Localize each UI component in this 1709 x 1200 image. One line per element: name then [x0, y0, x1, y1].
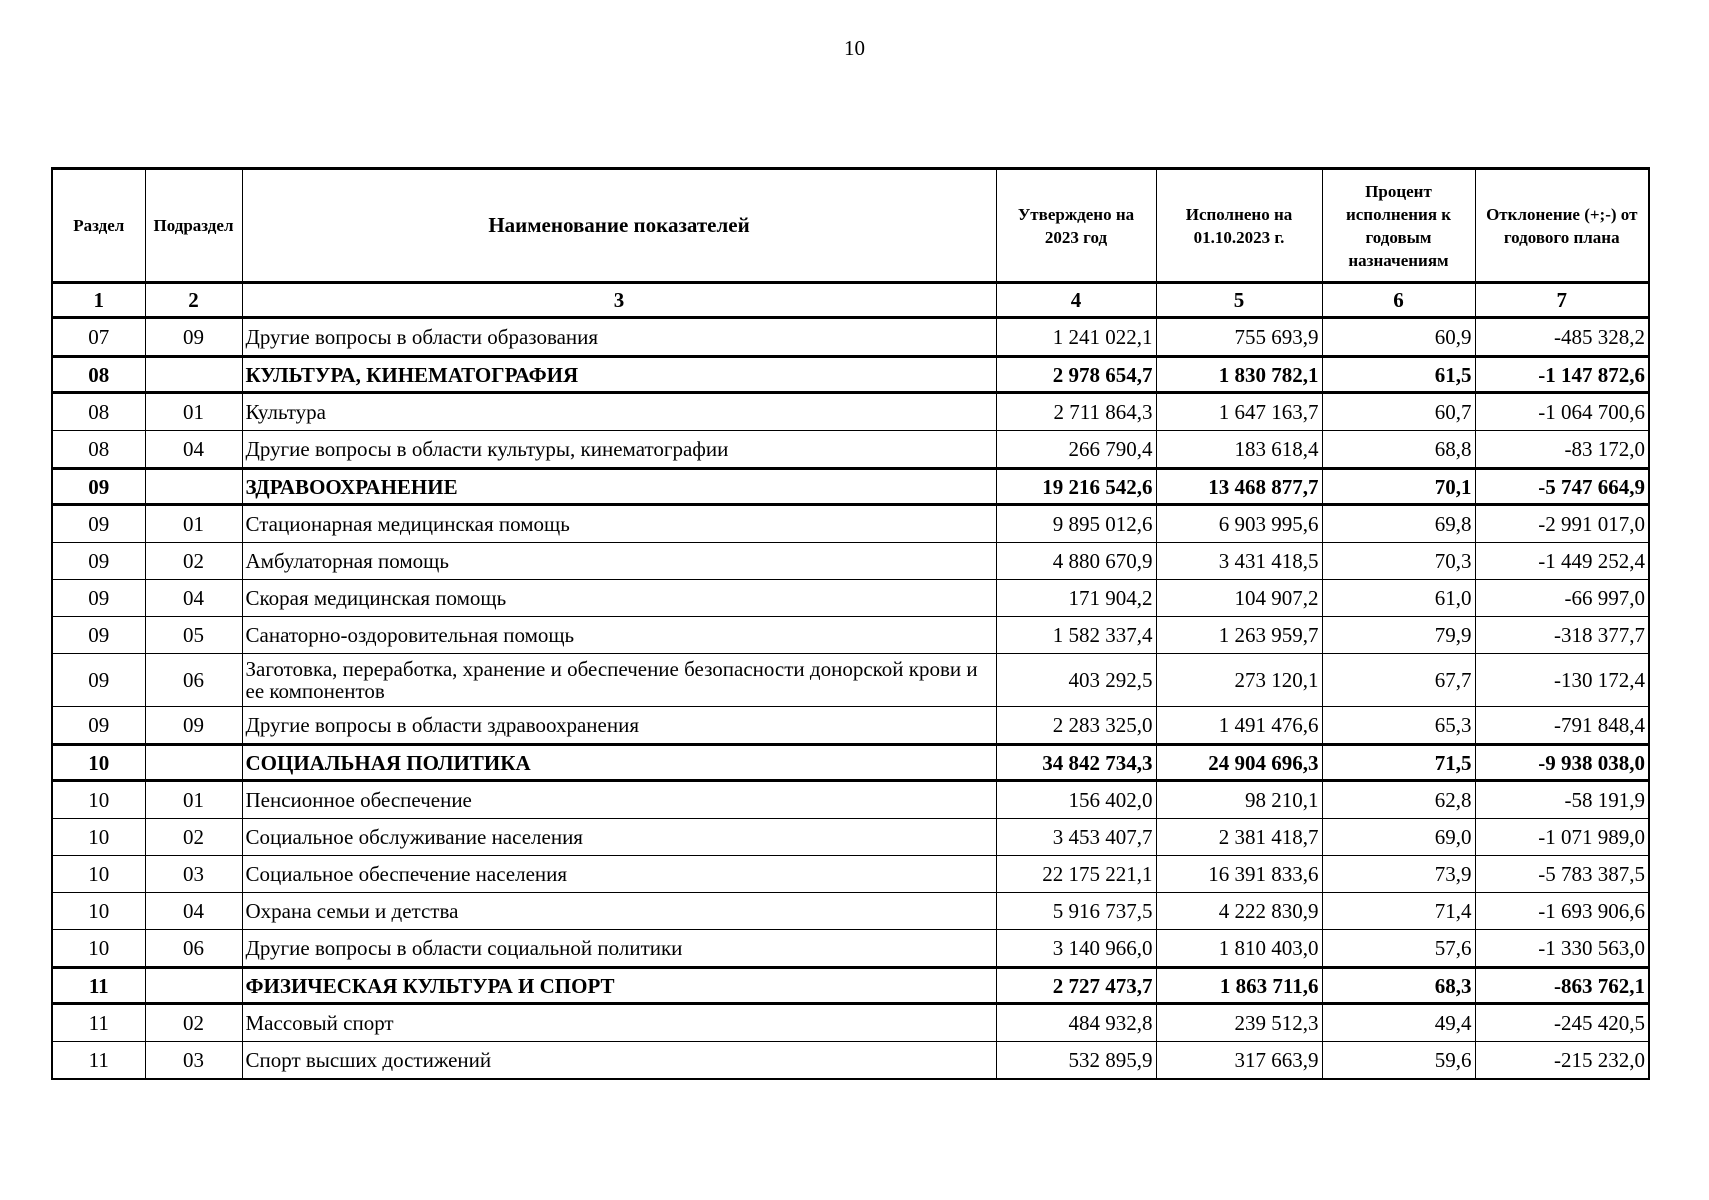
table-row: [52, 893, 1649, 930]
section-total-row: [52, 357, 1649, 393]
cell-name: Стационарная медицинская помощь: [242, 505, 996, 543]
column-number: 1: [52, 283, 145, 318]
cell-name: Заготовка, переработка, хранение и обеспечение безопасности донорской крови и ее компонентов: [242, 654, 996, 707]
cell-percent: 68,8: [1322, 431, 1475, 469]
cell-executed: 6 903 995,6: [1156, 505, 1322, 543]
cell-name: Другие вопросы в области здравоохранения: [242, 707, 996, 745]
cell-executed: 317 663,9: [1156, 1042, 1322, 1080]
table-row: [52, 781, 1649, 819]
cell-percent: 49,4: [1322, 1004, 1475, 1042]
cell-razdel: 11: [52, 1004, 145, 1042]
cell-name: Скорая медицинская помощь: [242, 580, 996, 617]
cell-razdel: 10: [52, 781, 145, 819]
cell-deviation: -215 232,0: [1475, 1042, 1649, 1080]
cell-executed: 1 810 403,0: [1156, 930, 1322, 968]
cell-approved: 1 582 337,4: [996, 617, 1156, 654]
cell-name: Другие вопросы в области культуры, кинематографии: [242, 431, 996, 469]
cell-deviation: -130 172,4: [1475, 654, 1649, 707]
cell-podrazdel: [145, 469, 242, 505]
cell-executed: 1 830 782,1: [1156, 357, 1322, 393]
header-deviation: Отклонение (+;-) от годового плана: [1475, 169, 1649, 283]
table-row: [52, 543, 1649, 580]
cell-podrazdel: 04: [145, 431, 242, 469]
section-total-row: [52, 745, 1649, 781]
cell-razdel: 10: [52, 930, 145, 968]
table-row: [52, 318, 1649, 357]
cell-approved: 2 978 654,7: [996, 357, 1156, 393]
cell-executed: 1 491 476,6: [1156, 707, 1322, 745]
header-name: Наименование показателей: [242, 169, 996, 283]
cell-name: ФИЗИЧЕСКАЯ КУЛЬТУРА И СПОРТ: [242, 968, 996, 1004]
page-number: 10: [844, 36, 865, 60]
cell-approved: 532 895,9: [996, 1042, 1156, 1080]
cell-approved: 171 904,2: [996, 580, 1156, 617]
cell-razdel: 09: [52, 469, 145, 505]
column-number-row: [52, 283, 1649, 318]
cell-executed: 239 512,3: [1156, 1004, 1322, 1042]
cell-approved: 403 292,5: [996, 654, 1156, 707]
cell-deviation: -791 848,4: [1475, 707, 1649, 745]
cell-approved: 9 895 012,6: [996, 505, 1156, 543]
cell-executed: 3 431 418,5: [1156, 543, 1322, 580]
cell-podrazdel: 05: [145, 617, 242, 654]
cell-razdel: 09: [52, 617, 145, 654]
cell-podrazdel: [145, 357, 242, 393]
cell-percent: 71,5: [1322, 745, 1475, 781]
cell-podrazdel: 06: [145, 654, 242, 707]
cell-deviation: -83 172,0: [1475, 431, 1649, 469]
cell-percent: 69,0: [1322, 819, 1475, 856]
cell-razdel: 10: [52, 856, 145, 893]
table-row: [52, 505, 1649, 543]
header-approved: Утверждено на 2023 год: [996, 169, 1156, 283]
cell-podrazdel: 03: [145, 856, 242, 893]
cell-name: Культура: [242, 393, 996, 431]
cell-razdel: 09: [52, 654, 145, 707]
cell-executed: 24 904 696,3: [1156, 745, 1322, 781]
cell-podrazdel: 09: [145, 318, 242, 357]
cell-percent: 73,9: [1322, 856, 1475, 893]
cell-approved: 19 216 542,6: [996, 469, 1156, 505]
section-total-row: [52, 469, 1649, 505]
cell-deviation: -2 991 017,0: [1475, 505, 1649, 543]
budget-execution-table: [51, 167, 1650, 1080]
cell-deviation: -5 747 664,9: [1475, 469, 1649, 505]
cell-razdel: 11: [52, 968, 145, 1004]
cell-podrazdel: 01: [145, 505, 242, 543]
cell-approved: 5 916 737,5: [996, 893, 1156, 930]
cell-percent: 60,9: [1322, 318, 1475, 357]
cell-percent: 67,7: [1322, 654, 1475, 707]
cell-percent: 59,6: [1322, 1042, 1475, 1080]
cell-percent: 57,6: [1322, 930, 1475, 968]
table-row: [52, 580, 1649, 617]
cell-deviation: -1 147 872,6: [1475, 357, 1649, 393]
cell-executed: 16 391 833,6: [1156, 856, 1322, 893]
cell-deviation: -485 328,2: [1475, 318, 1649, 357]
cell-razdel: 07: [52, 318, 145, 357]
cell-approved: 2 283 325,0: [996, 707, 1156, 745]
cell-deviation: -1 064 700,6: [1475, 393, 1649, 431]
cell-deviation: -66 997,0: [1475, 580, 1649, 617]
cell-executed: 183 618,4: [1156, 431, 1322, 469]
cell-deviation: -9 938 038,0: [1475, 745, 1649, 781]
cell-percent: 65,3: [1322, 707, 1475, 745]
cell-podrazdel: [145, 968, 242, 1004]
header-podrazdel: Подраздел: [145, 169, 242, 283]
cell-name: Массовый спорт: [242, 1004, 996, 1042]
cell-percent: 61,5: [1322, 357, 1475, 393]
cell-percent: 62,8: [1322, 781, 1475, 819]
cell-razdel: 11: [52, 1042, 145, 1080]
column-number: 3: [242, 283, 996, 318]
column-number: 2: [145, 283, 242, 318]
cell-podrazdel: 02: [145, 819, 242, 856]
cell-name: Охрана семьи и детства: [242, 893, 996, 930]
column-number: 6: [1322, 283, 1475, 318]
table-row: [52, 1004, 1649, 1042]
table-body: [52, 318, 1649, 1080]
cell-deviation: -1 449 252,4: [1475, 543, 1649, 580]
cell-executed: 1 863 711,6: [1156, 968, 1322, 1004]
cell-percent: 70,3: [1322, 543, 1475, 580]
cell-razdel: 10: [52, 893, 145, 930]
cell-name: КУЛЬТУРА, КИНЕМАТОГРАФИЯ: [242, 357, 996, 393]
table-row: [52, 431, 1649, 469]
cell-razdel: 09: [52, 580, 145, 617]
cell-name: Пенсионное обеспечение: [242, 781, 996, 819]
cell-executed: 2 381 418,7: [1156, 819, 1322, 856]
table-row: [52, 707, 1649, 745]
table-row: [52, 930, 1649, 968]
column-number: 5: [1156, 283, 1322, 318]
cell-approved: 266 790,4: [996, 431, 1156, 469]
cell-deviation: -1 330 563,0: [1475, 930, 1649, 968]
cell-deviation: -5 783 387,5: [1475, 856, 1649, 893]
cell-approved: 156 402,0: [996, 781, 1156, 819]
cell-percent: 61,0: [1322, 580, 1475, 617]
cell-razdel: 08: [52, 357, 145, 393]
cell-name: Спорт высших достижений: [242, 1042, 996, 1080]
cell-percent: 60,7: [1322, 393, 1475, 431]
cell-executed: 104 907,2: [1156, 580, 1322, 617]
table-row: [52, 617, 1649, 654]
cell-name: Амбулаторная помощь: [242, 543, 996, 580]
cell-podrazdel: 09: [145, 707, 242, 745]
cell-executed: 273 120,1: [1156, 654, 1322, 707]
cell-deviation: -318 377,7: [1475, 617, 1649, 654]
cell-razdel: 10: [52, 819, 145, 856]
cell-approved: 484 932,8: [996, 1004, 1156, 1042]
cell-percent: 79,9: [1322, 617, 1475, 654]
cell-executed: 4 222 830,9: [1156, 893, 1322, 930]
cell-deviation: -863 762,1: [1475, 968, 1649, 1004]
cell-executed: 755 693,9: [1156, 318, 1322, 357]
header-executed: Исполнено на 01.10.2023 г.: [1156, 169, 1322, 283]
cell-percent: 68,3: [1322, 968, 1475, 1004]
table-row: [52, 1042, 1649, 1080]
cell-approved: 4 880 670,9: [996, 543, 1156, 580]
table-row: [52, 819, 1649, 856]
cell-approved: 22 175 221,1: [996, 856, 1156, 893]
cell-percent: 71,4: [1322, 893, 1475, 930]
table-row: [52, 654, 1649, 707]
cell-name: СОЦИАЛЬНАЯ ПОЛИТИКА: [242, 745, 996, 781]
cell-podrazdel: 01: [145, 781, 242, 819]
cell-name: Санаторно-оздоровительная помощь: [242, 617, 996, 654]
cell-deviation: -1 693 906,6: [1475, 893, 1649, 930]
cell-deviation: -245 420,5: [1475, 1004, 1649, 1042]
cell-executed: 1 647 163,7: [1156, 393, 1322, 431]
cell-podrazdel: 02: [145, 543, 242, 580]
cell-executed: 1 263 959,7: [1156, 617, 1322, 654]
cell-podrazdel: 04: [145, 893, 242, 930]
cell-podrazdel: [145, 745, 242, 781]
table-row: [52, 856, 1649, 893]
cell-podrazdel: 01: [145, 393, 242, 431]
cell-razdel: 09: [52, 707, 145, 745]
cell-approved: 3 453 407,7: [996, 819, 1156, 856]
cell-approved: 2 711 864,3: [996, 393, 1156, 431]
cell-executed: 98 210,1: [1156, 781, 1322, 819]
cell-approved: 2 727 473,7: [996, 968, 1156, 1004]
table-row: [52, 393, 1649, 431]
cell-percent: 70,1: [1322, 469, 1475, 505]
cell-razdel: 09: [52, 505, 145, 543]
cell-razdel: 08: [52, 431, 145, 469]
cell-podrazdel: 03: [145, 1042, 242, 1080]
cell-approved: 3 140 966,0: [996, 930, 1156, 968]
cell-razdel: 09: [52, 543, 145, 580]
cell-podrazdel: 02: [145, 1004, 242, 1042]
column-number: 4: [996, 283, 1156, 318]
header-razdel: Раздел: [52, 169, 145, 283]
section-total-row: [52, 968, 1649, 1004]
cell-name: Социальное обслуживание населения: [242, 819, 996, 856]
cell-approved: 34 842 734,3: [996, 745, 1156, 781]
cell-name: Другие вопросы в области образования: [242, 318, 996, 357]
cell-deviation: -58 191,9: [1475, 781, 1649, 819]
cell-percent: 69,8: [1322, 505, 1475, 543]
header-percent: Процент исполнения к годовым назначениям: [1322, 169, 1475, 283]
cell-razdel: 08: [52, 393, 145, 431]
cell-name: Социальное обеспечение населения: [242, 856, 996, 893]
cell-name: ЗДРАВООХРАНЕНИЕ: [242, 469, 996, 505]
cell-podrazdel: 04: [145, 580, 242, 617]
table-header-row: [52, 169, 1649, 283]
cell-approved: 1 241 022,1: [996, 318, 1156, 357]
cell-razdel: 10: [52, 745, 145, 781]
cell-podrazdel: 06: [145, 930, 242, 968]
cell-name: Другие вопросы в области социальной политики: [242, 930, 996, 968]
cell-deviation: -1 071 989,0: [1475, 819, 1649, 856]
cell-executed: 13 468 877,7: [1156, 469, 1322, 505]
column-number: 7: [1475, 283, 1649, 318]
